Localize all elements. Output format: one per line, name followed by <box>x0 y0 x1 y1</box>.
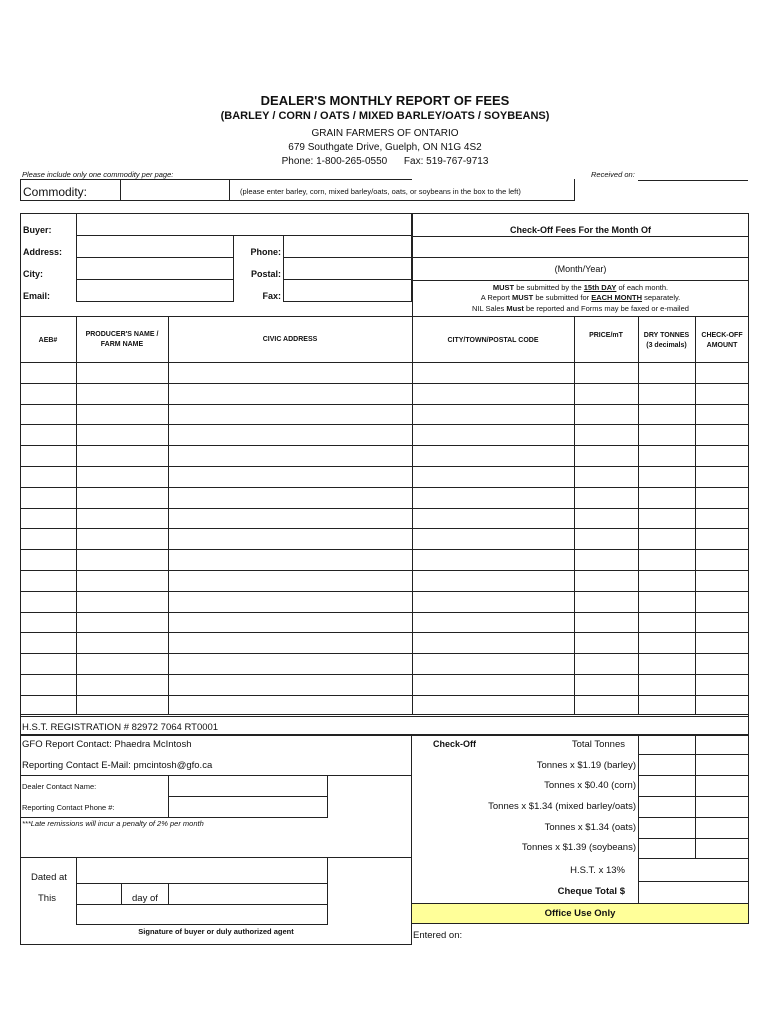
table-row-line <box>20 487 749 488</box>
reporting-phone-input[interactable] <box>168 796 328 818</box>
barley-amount-input[interactable] <box>695 754 749 776</box>
col-dry-tonnes: DRY TONNES (3 decimals) <box>643 332 690 349</box>
mixed-tonnes-input[interactable] <box>638 796 696 818</box>
email-label: Email: <box>23 291 51 301</box>
commodity-hint: (please enter barley, corn, mixed barley/oats, oats, or soybeans in the box to the left) <box>240 187 521 196</box>
oats-amount-input[interactable] <box>695 817 749 839</box>
org-name: GRAIN FARMERS OF ONTARIO <box>311 128 459 139</box>
table-row-line <box>20 570 749 571</box>
mixed-rate-label: Tonnes x $1.34 (mixed barley/oats) <box>488 801 636 812</box>
table-row-line <box>20 362 749 363</box>
deadline-note-2: A Report MUST be submitted for EACH MONTH separately. <box>480 293 681 302</box>
form-title: DEALER'S MONTHLY REPORT OF FEES <box>260 93 510 108</box>
soybeans-amount-input[interactable] <box>695 838 749 859</box>
table-row-line <box>20 528 749 529</box>
entered-on-label: Entered on: <box>413 930 463 941</box>
checkoff-month-title: Check-Off Fees For the Month Of <box>509 225 651 235</box>
signature-caption: Signature of buyer or duly authorized agent <box>138 927 294 936</box>
col-city: CITY/TOWN/POSTAL CODE <box>447 337 539 344</box>
hst-registration: H.S.T. REGISTRATION # 82972 7064 RT0001 <box>22 722 219 733</box>
reporting-email: Reporting Contact E-Mail: pmcintosh@gfo.ca <box>22 760 213 771</box>
barley-tonnes-input[interactable] <box>638 754 696 776</box>
org-address: 679 Southgate Drive, Guelph, ON N1G 4S2 <box>288 142 482 153</box>
soybeans-tonnes-input[interactable] <box>638 838 696 859</box>
office-use-only: Office Use Only <box>411 903 749 924</box>
phone-input[interactable] <box>283 235 412 258</box>
dated-at-input[interactable] <box>76 857 328 884</box>
cheque-total-input[interactable] <box>638 881 749 904</box>
deadline-note-1: MUST be submitted by the 15th DAY of each month. <box>492 283 669 292</box>
fax-label: Fax: <box>262 291 281 301</box>
table-row-line <box>20 674 749 675</box>
dealer-contact-input[interactable] <box>168 775 328 797</box>
soybeans-rate-label: Tonnes x $1.39 (soybeans) <box>521 842 636 853</box>
oats-rate-label: Tonnes x $1.34 (oats) <box>544 822 636 833</box>
buyer-input[interactable] <box>76 213 412 236</box>
gfo-contact: GFO Report Contact: Phaedra McIntosh <box>22 739 192 750</box>
table-row-line <box>20 695 749 696</box>
col-price: PRICE/mT <box>589 332 623 339</box>
commodity-input[interactable] <box>120 179 230 201</box>
month-year-input[interactable] <box>411 236 749 258</box>
phone-label: Phone: <box>250 247 281 257</box>
received-on-line <box>638 180 748 181</box>
table-row-line <box>20 653 749 654</box>
deadline-note-3: NIL Sales Must be reported and Forms may be faxed or e-mailed <box>472 304 689 313</box>
cheque-total-label: Cheque Total $ <box>557 886 625 897</box>
address-input[interactable] <box>76 235 234 258</box>
dated-at-label: Dated at <box>31 872 67 883</box>
one-commodity-note: Please include only one commodity per page: <box>22 170 174 179</box>
org-phone-fax: Phone: 1-800-265-0550 Fax: 519-767-9713 <box>281 156 489 167</box>
table-row-line <box>20 508 749 509</box>
table-row-line <box>20 612 749 613</box>
col-civic: CIVIC ADDRESS <box>262 336 318 343</box>
month-year-label: (Month/Year) <box>554 264 607 274</box>
table-row-line <box>20 424 749 425</box>
commodity-label: Commodity: <box>23 185 88 199</box>
city-input[interactable] <box>76 257 234 280</box>
col-aeb: AEB# <box>38 337 58 344</box>
total-tonnes-label: Total Tonnes <box>571 739 625 750</box>
table-row-line <box>20 549 749 550</box>
table-row-line <box>20 404 749 405</box>
postal-input[interactable] <box>283 257 412 280</box>
oats-tonnes-input[interactable] <box>638 817 696 839</box>
table-row-line <box>20 383 749 384</box>
table-row-line <box>20 591 749 592</box>
col-producer: PRODUCER'S NAME / FARM NAME <box>85 331 159 348</box>
table-row-line <box>20 466 749 467</box>
col-checkoff-amount: CHECK-OFF AMOUNT <box>701 332 743 349</box>
total-tonnes-input[interactable] <box>638 734 696 755</box>
corn-tonnes-input[interactable] <box>638 775 696 797</box>
penalty-note: ***Late remissions will incur a penalty of 2% per month <box>22 819 204 828</box>
checkoff-calc-title: Check-Off <box>433 739 477 749</box>
day-input[interactable] <box>76 883 122 905</box>
day-of-label: day of <box>132 893 158 904</box>
received-on-label: Received on: <box>591 170 635 179</box>
postal-label: Postal: <box>250 269 281 279</box>
buyer-label: Buyer: <box>23 225 52 235</box>
dealer-contact-label: Dealer Contact Name: <box>22 782 97 791</box>
city-label: City: <box>23 269 43 279</box>
address-label: Address: <box>23 247 63 257</box>
corn-amount-input[interactable] <box>695 775 749 797</box>
corn-rate-label: Tonnes x $0.40 (corn) <box>544 780 636 791</box>
form-subtitle: (BARLEY / CORN / OATS / MIXED BARLEY/OATS / SOYBEANS) <box>220 110 550 122</box>
email-input[interactable] <box>76 279 234 302</box>
this-label: This <box>38 893 56 904</box>
hst-amount-input[interactable] <box>638 858 749 882</box>
table-row-line <box>20 445 749 446</box>
fax-input[interactable] <box>283 279 412 302</box>
barley-rate-label: Tonnes x $1.19 (barley) <box>536 760 636 771</box>
month-input[interactable] <box>168 883 328 905</box>
mixed-amount-input[interactable] <box>695 796 749 818</box>
reporting-phone-label: Reporting Contact Phone #: <box>22 803 115 812</box>
table-row-line <box>20 716 749 717</box>
signature-input[interactable] <box>76 904 328 925</box>
hst-label: H.S.T. x 13% <box>570 865 625 876</box>
table-row-line <box>20 632 749 633</box>
